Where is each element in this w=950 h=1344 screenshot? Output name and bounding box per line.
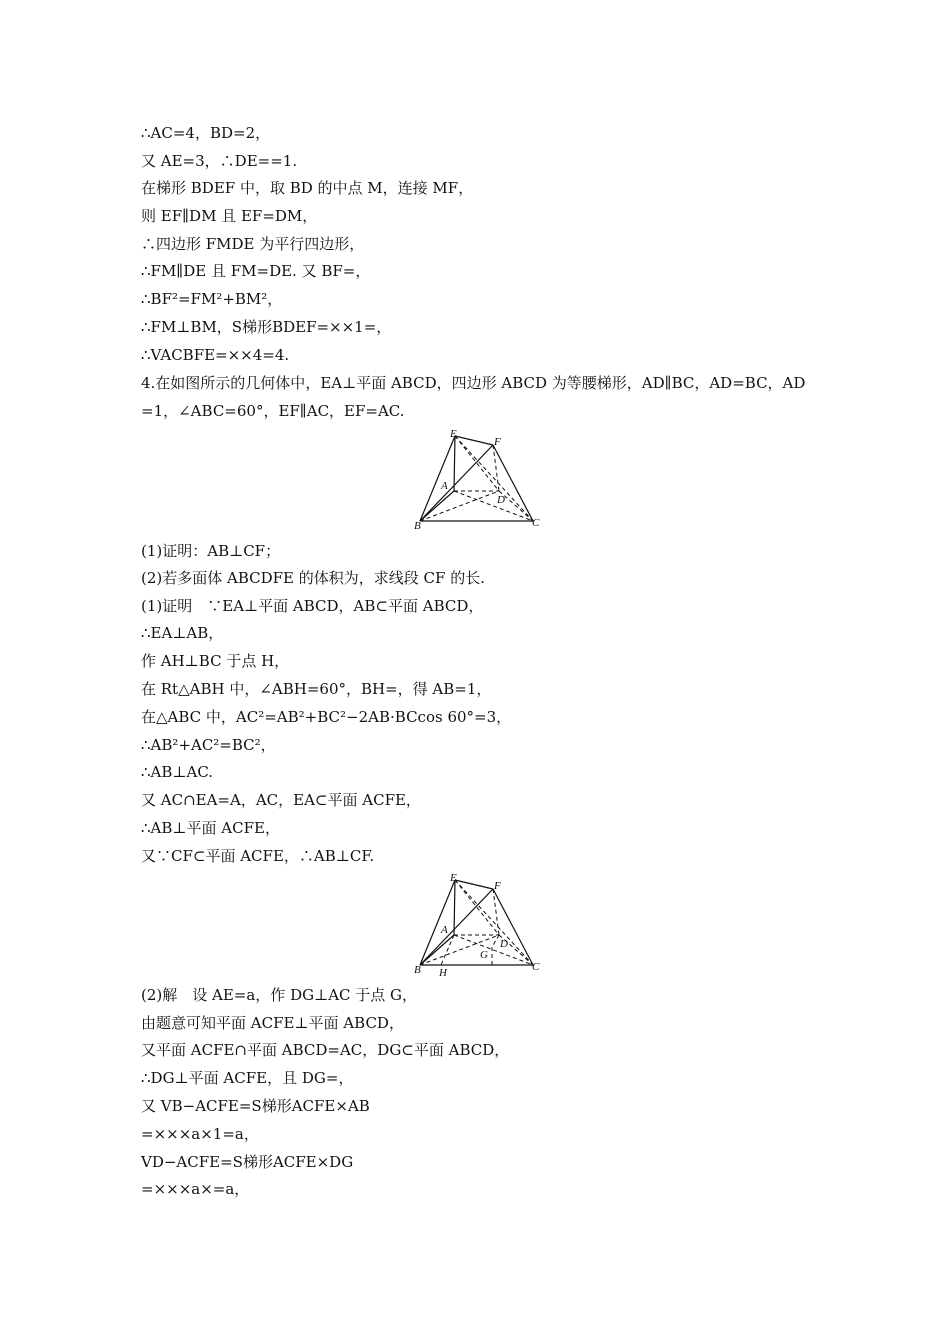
solution-line-8: =×××a×=a， [141,1180,250,1198]
geometry-figure-1 [408,428,548,532]
proof-line-7: ∴AB⊥AC. [141,763,214,781]
figure-2-label-g: G [480,949,488,961]
solution-line-1: (2)解 设 AE=a，作 DG⊥AC 于点 G， [141,986,418,1004]
text-line-4: 则 EF∥DM 且 EF=DM， [141,207,318,225]
proof-line-6: ∴AB²+AC²=BC²， [141,736,276,754]
figure-2-label-b: B [414,964,421,976]
figure-2-label-f: F [494,880,501,892]
text-line-8: ∴FM⊥BM，S梯形BDEF=××1=， [141,318,392,336]
figure-1-label-c: C [532,517,540,529]
figure-2-label-a: A [441,924,448,936]
figure-2-label-d: D [500,938,508,950]
proof-line-10: 又∵CF⊂平面 ACFE，∴AB⊥CF. [141,847,375,865]
solution-line-4: ∴DG⊥平面 ACFE，且 DG=， [141,1069,354,1087]
solution-line-2: 由题意可知平面 ACFE⊥平面 ABCD， [141,1014,404,1032]
solution-line-6: =×××a×1=a， [141,1125,259,1143]
question-part-2: (2)若多面体 ABCDFE 的体积为，求线段 CF 的长. [141,569,485,587]
figure-1-label-e: E [450,428,457,440]
text-line-6: ∴FM∥DE 且 FM=DE. 又 BF=， [141,262,371,280]
problem-4-line-1: 4.在如图所示的几何体中，EA⊥平面 ABCD，四边形 ABCD 为等腰梯形，AD∥BC，AD=BC，AD [141,374,806,392]
proof-line-2: ∴EA⊥AB， [141,624,224,642]
problem-4-line-2: =1，∠ABC=60°，EF∥AC，EF=AC. [141,402,405,420]
solution-line-5: 又 VB−ACFE=S梯形ACFE×AB [141,1097,370,1115]
figure-2-label-c: C [532,961,540,973]
proof-line-8: 又 AC∩EA=A，AC，EA⊂平面 ACFE， [141,791,421,809]
proof-line-9: ∴AB⊥平面 ACFE， [141,819,280,837]
figure-2-label-h: H [439,967,447,978]
figure-1-label-b: B [414,520,421,532]
text-line-2: 又 AE=3，∴DE==1. [141,152,298,170]
solution-line-7: VD−ACFE=S梯形ACFE×DG [141,1153,354,1171]
figure-1-label-a: A [441,480,448,492]
text-line-1: ∴AC=4，BD=2， [141,124,271,142]
text-line-5: ∴四边形 FMDE 为平行四边形， [141,235,365,253]
proof-line-4: 在 Rt△ABH 中，∠ABH=60°，BH=，得 AB=1， [141,680,492,698]
text-line-3: 在梯形 BDEF 中，取 BD 的中点 M，连接 MF， [141,179,474,197]
figure-2-label-e: E [450,872,457,884]
proof-line-1: (1)证明 ∵EA⊥平面 ABCD，AB⊂平面 ABCD， [141,597,484,615]
text-line-9: ∴VACBFE=××4=4. [141,346,290,364]
question-part-1: (1)证明：AB⊥CF； [141,542,281,560]
geometry-figure-2 [408,872,548,978]
text-line-7: ∴BF²=FM²+BM²， [141,290,283,308]
figure-1-label-d: D [497,494,505,506]
figure-1-label-f: F [494,436,501,448]
proof-line-3: 作 AH⊥BC 于点 H， [141,652,290,670]
proof-line-5: 在△ABC 中，AC²=AB²+BC²−2AB·BCcos 60°=3， [141,708,512,726]
solution-line-3: 又平面 ACFE∩平面 ABCD=AC，DG⊂平面 ABCD， [141,1041,510,1059]
